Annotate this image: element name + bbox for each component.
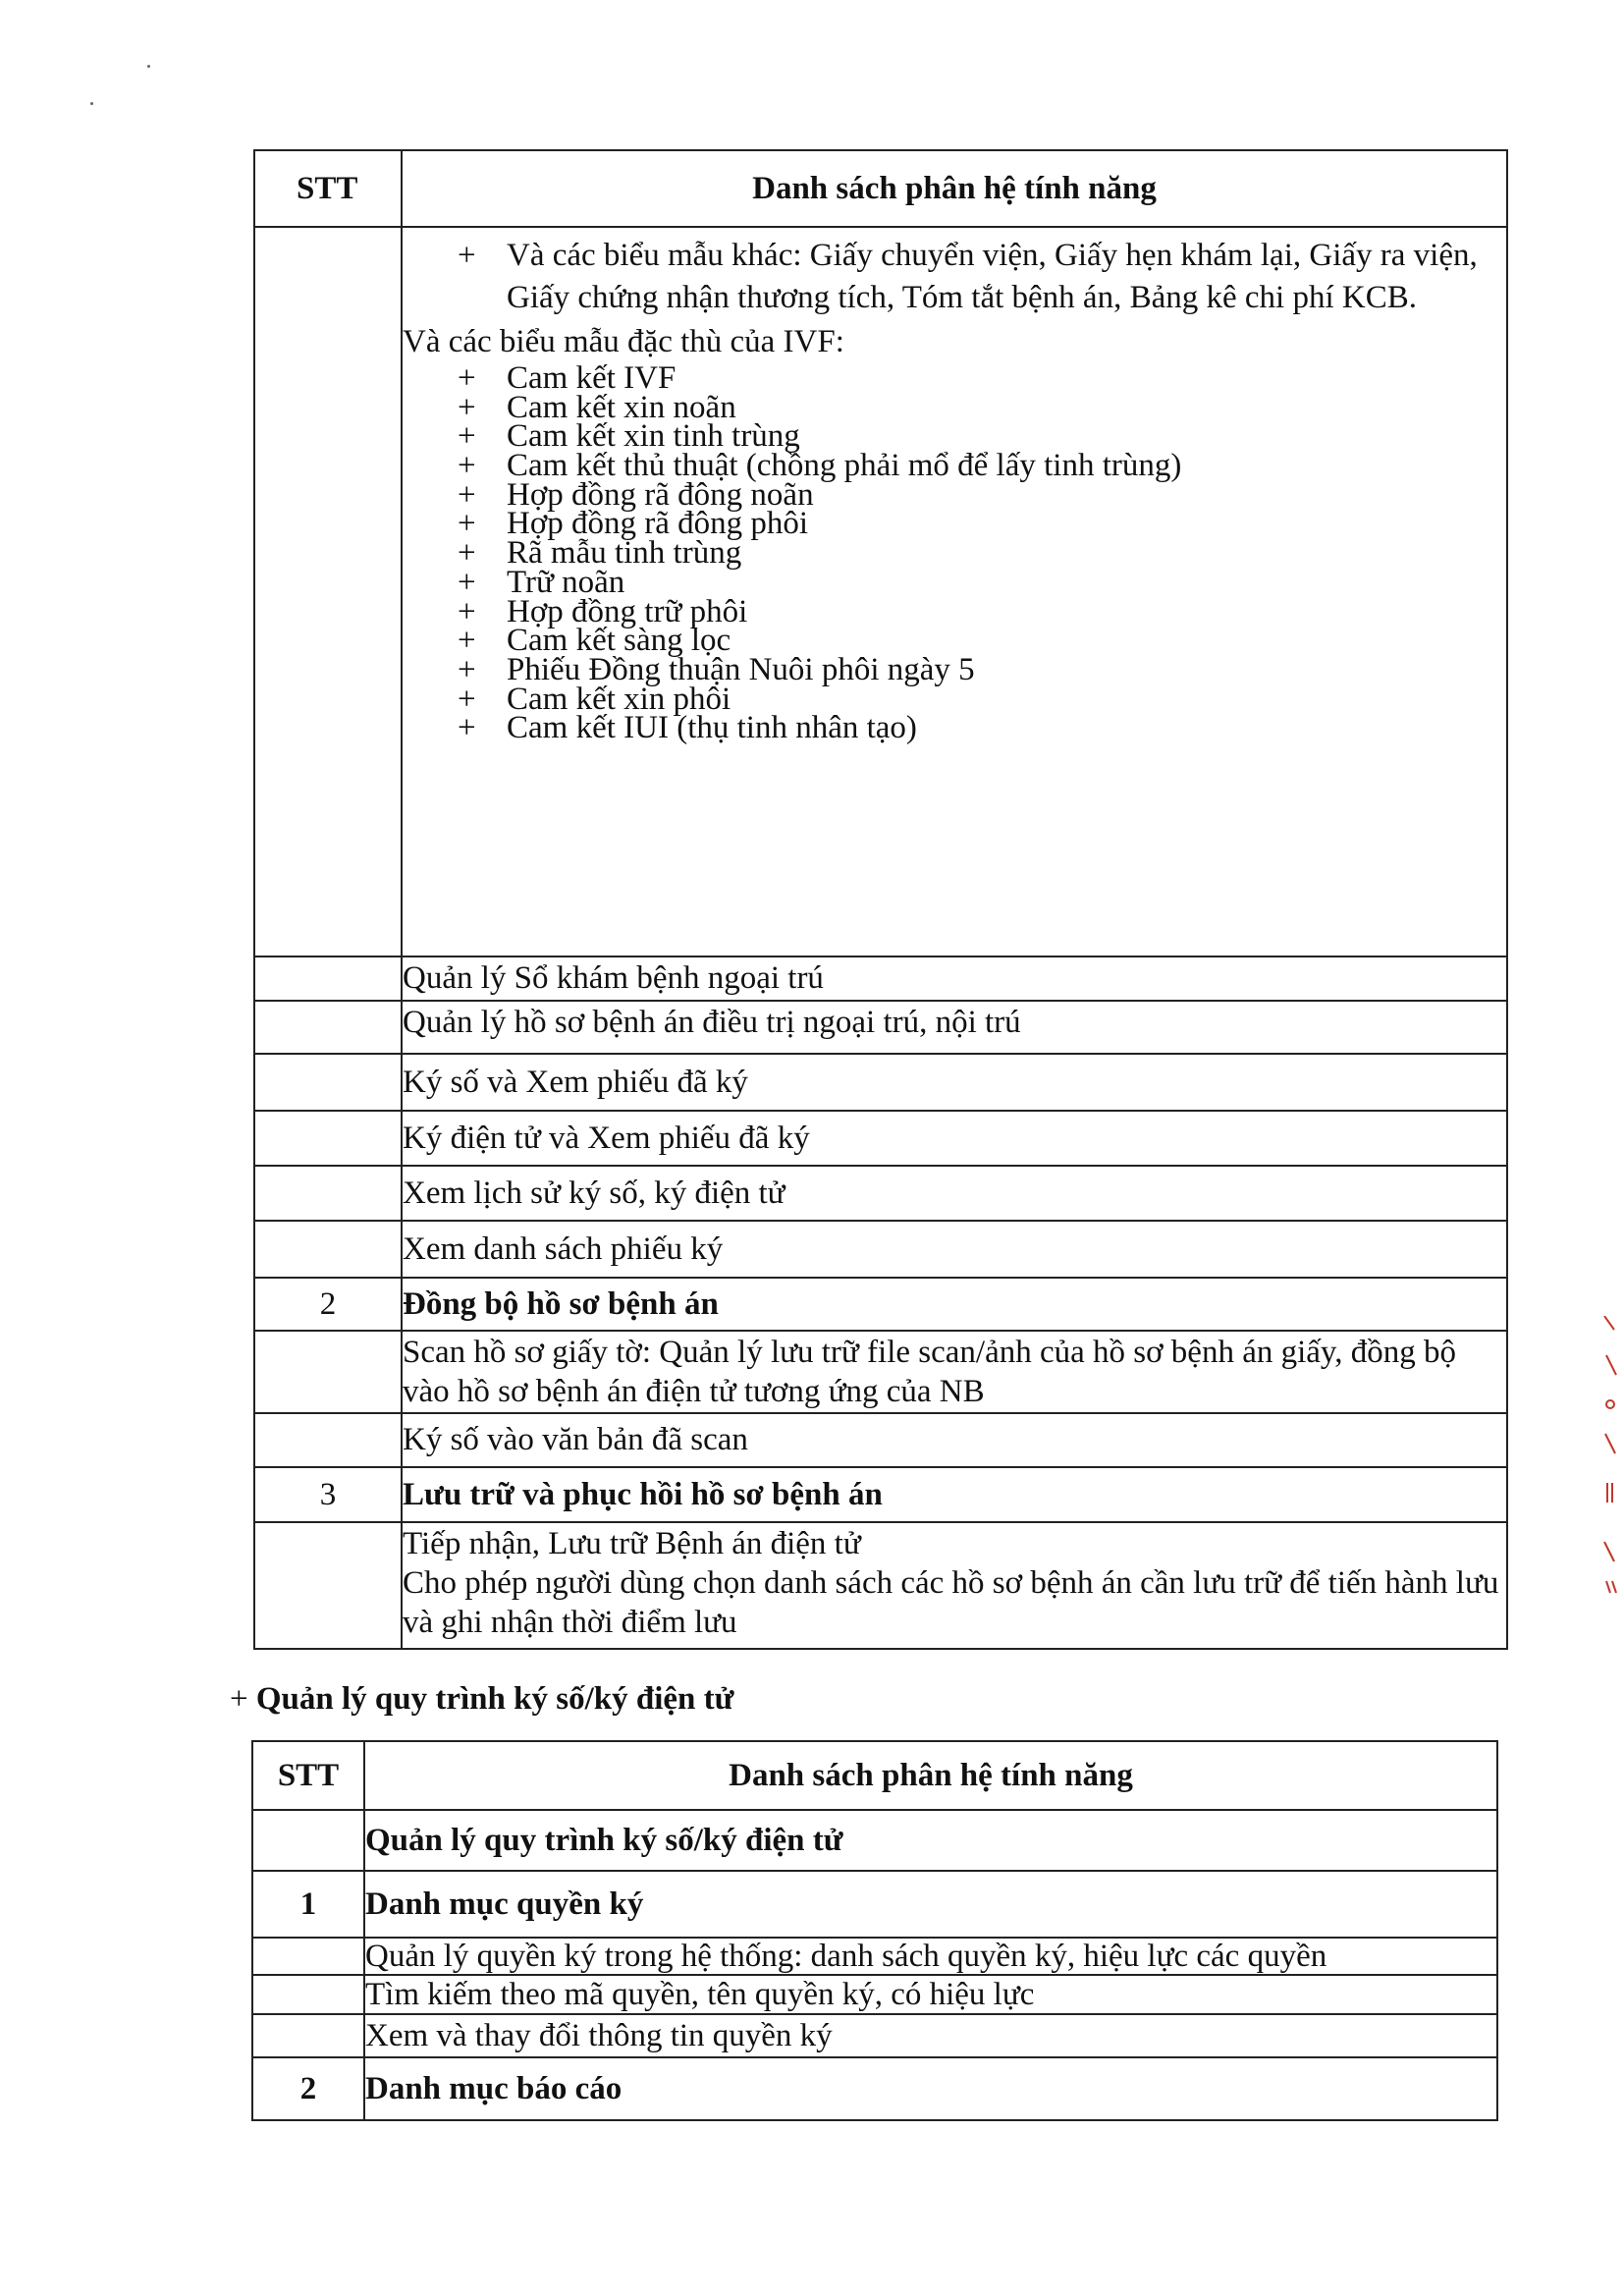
section-title: Danh mục quyền ký <box>364 1871 1497 1938</box>
forms-row <box>254 227 1507 957</box>
section-number: 2 <box>254 1278 402 1331</box>
ivf-form-item: Cam kết IVF <box>507 360 677 396</box>
section-title: Lưu trữ và phục hồi hồ sơ bệnh án <box>402 1467 1507 1522</box>
plus-marker: + <box>458 448 476 484</box>
ivf-form-item: Rã mẫu tinh trùng <box>507 535 742 572</box>
feature-cell: Ký số và Xem phiếu đã ký <box>402 1054 1507 1111</box>
table-row <box>254 1111 1507 1166</box>
table-header-row <box>254 150 1507 227</box>
feature-list-header: Danh sách phân hệ tính năng <box>364 1741 1497 1810</box>
section-title: Danh mục báo cáo <box>364 2057 1497 2120</box>
stt-cell <box>252 1975 364 2014</box>
stt-cell <box>254 1221 402 1278</box>
table-row <box>254 1001 1507 1054</box>
feature-line: Cho phép người dùng chọn danh sách các hồ sơ bệnh án cần lưu trữ để tiến hành lưu và ghi nhận thời điểm lưu <box>403 1565 1499 1640</box>
stt-cell <box>252 1938 364 1975</box>
stt-cell <box>254 957 402 1001</box>
stt-cell <box>252 1810 364 1871</box>
seal-fragment-icon <box>1602 1316 1618 1611</box>
ivf-form-item: Cam kết xin noãn <box>507 389 736 425</box>
section-row <box>252 2057 1497 2120</box>
feature-table-1 <box>253 149 1508 1650</box>
section-title: Đồng bộ hồ sơ bệnh án <box>402 1278 1507 1331</box>
feature-cell: Xem danh sách phiếu ký <box>402 1221 1507 1278</box>
stt-cell <box>254 1001 402 1054</box>
ivf-form-item: Cam kết xin phôi <box>507 681 731 717</box>
group-row <box>252 1810 1497 1871</box>
plus-marker: + <box>458 238 476 273</box>
table-row <box>252 1938 1497 1975</box>
ivf-form-item: Cam kết xin tinh trùng <box>507 418 800 455</box>
section-row <box>252 1871 1497 1938</box>
feature-cell: Ký điện tử và Xem phiếu đã ký <box>402 1111 1507 1166</box>
plus-marker: + <box>458 623 476 659</box>
ivf-form-item: Cam kết IUI (thụ tinh nhân tạo) <box>507 710 917 746</box>
list-item <box>403 235 1506 319</box>
feature-cell: Quản lý quyền ký trong hệ thống: danh sách quyền ký, hiệu lực các quyền <box>364 1938 1497 1975</box>
plus-marker: + <box>458 593 476 629</box>
feature-line: Tiếp nhận, Lưu trữ Bệnh án điện tử <box>403 1526 861 1561</box>
feature-cell: Xem và thay đổi thông tin quyền ký <box>364 2014 1497 2057</box>
table-row <box>254 1166 1507 1221</box>
table-row <box>254 1331 1507 1413</box>
stt-header: STT <box>252 1741 364 1810</box>
plus-marker: + <box>458 681 476 717</box>
feature-cell: Quản lý Sổ khám bệnh ngoại trú <box>402 957 1507 1001</box>
caption-text: Quản lý quy trình ký số/ký điện tử <box>255 1681 734 1717</box>
feature-cell <box>402 1522 1507 1649</box>
ivf-forms-title: Và các biểu mẫu đặc thù của IVF: <box>403 324 844 359</box>
plus-marker: + <box>458 360 476 396</box>
feature-cell: Scan hồ sơ giấy tờ: Quản lý lưu trữ file scan/ảnh của hồ sơ bệnh án giấy, đồng bộ vào hồ sơ bệnh án điện tử tương ứng của NB <box>402 1331 1507 1413</box>
feature-cell: Ký số vào văn bản đã scan <box>402 1413 1507 1467</box>
forms-cell <box>402 227 1507 957</box>
ivf-form-item: Hợp đồng rã đông noãn <box>507 476 814 513</box>
stt-cell <box>254 1522 402 1649</box>
section-number: 3 <box>254 1467 402 1522</box>
stt-cell <box>254 1166 402 1221</box>
ivf-form-item: Hợp đồng rã đông phôi <box>507 506 809 542</box>
plus-marker: + <box>458 564 476 600</box>
plus-marker: + <box>458 506 476 542</box>
feature-cell: Quản lý hồ sơ bệnh án điều trị ngoại trú, nội trú <box>402 1001 1507 1054</box>
ivf-form-item: Cam kết sàng lọc <box>507 623 731 659</box>
table-row <box>254 1221 1507 1278</box>
feature-cell: Xem lịch sử ký số, ký điện tử <box>402 1166 1507 1221</box>
stt-cell <box>254 1331 402 1413</box>
table-row <box>252 1975 1497 2014</box>
stt-cell <box>254 1413 402 1467</box>
table-header-row <box>252 1741 1497 1810</box>
scan-speck <box>147 65 150 68</box>
section-row <box>254 1278 1507 1331</box>
plus-marker: + <box>458 389 476 425</box>
stt-cell <box>252 2014 364 2057</box>
stt-cell <box>254 227 402 957</box>
stt-cell <box>254 1054 402 1111</box>
feature-list-header: Danh sách phân hệ tính năng <box>402 150 1507 227</box>
other-forms-text: Và các biểu mẫu khác: Giấy chuyển viện, Giấy hẹn khám lại, Giấy ra viện, Giấy chứng nhận thương tích, Tóm tắt bệnh án, Bảng kê chi phí KCB. <box>507 238 1478 315</box>
plus-marker: + <box>458 535 476 572</box>
table-row <box>254 1413 1507 1467</box>
feature-cell: Tìm kiếm theo mã quyền, tên quyền ký, có hiệu lực <box>364 1975 1497 2014</box>
plus-marker: + <box>458 476 476 513</box>
ivf-form-item: Trữ noãn <box>507 564 625 600</box>
stt-cell <box>254 1111 402 1166</box>
section-caption <box>230 1681 733 1718</box>
stt-header: STT <box>254 150 402 227</box>
plus-marker: + <box>458 710 476 746</box>
plus-marker: + <box>458 651 476 687</box>
ivf-form-item: Phiếu Đồng thuận Nuôi phôi ngày 5 <box>507 651 975 687</box>
group-title: Quản lý quy trình ký số/ký điện tử <box>364 1810 1497 1871</box>
feature-table-2 <box>251 1740 1498 2121</box>
table-row <box>252 2014 1497 2057</box>
plus-marker: + <box>458 418 476 455</box>
section-number: 1 <box>252 1871 364 1938</box>
plus-marker: + <box>230 1681 248 1717</box>
ivf-forms-list <box>403 360 1506 746</box>
list-item <box>403 710 1506 746</box>
ivf-form-item: Hợp đồng trữ phôi <box>507 593 748 629</box>
table-row <box>254 1054 1507 1111</box>
table-row <box>254 1522 1507 1649</box>
table-row <box>254 957 1507 1001</box>
section-row <box>254 1467 1507 1522</box>
scan-speck <box>90 102 93 105</box>
ivf-form-item: Cam kết thủ thuật (chồng phải mổ để lấy tinh trùng) <box>507 448 1182 484</box>
section-number: 2 <box>252 2057 364 2120</box>
